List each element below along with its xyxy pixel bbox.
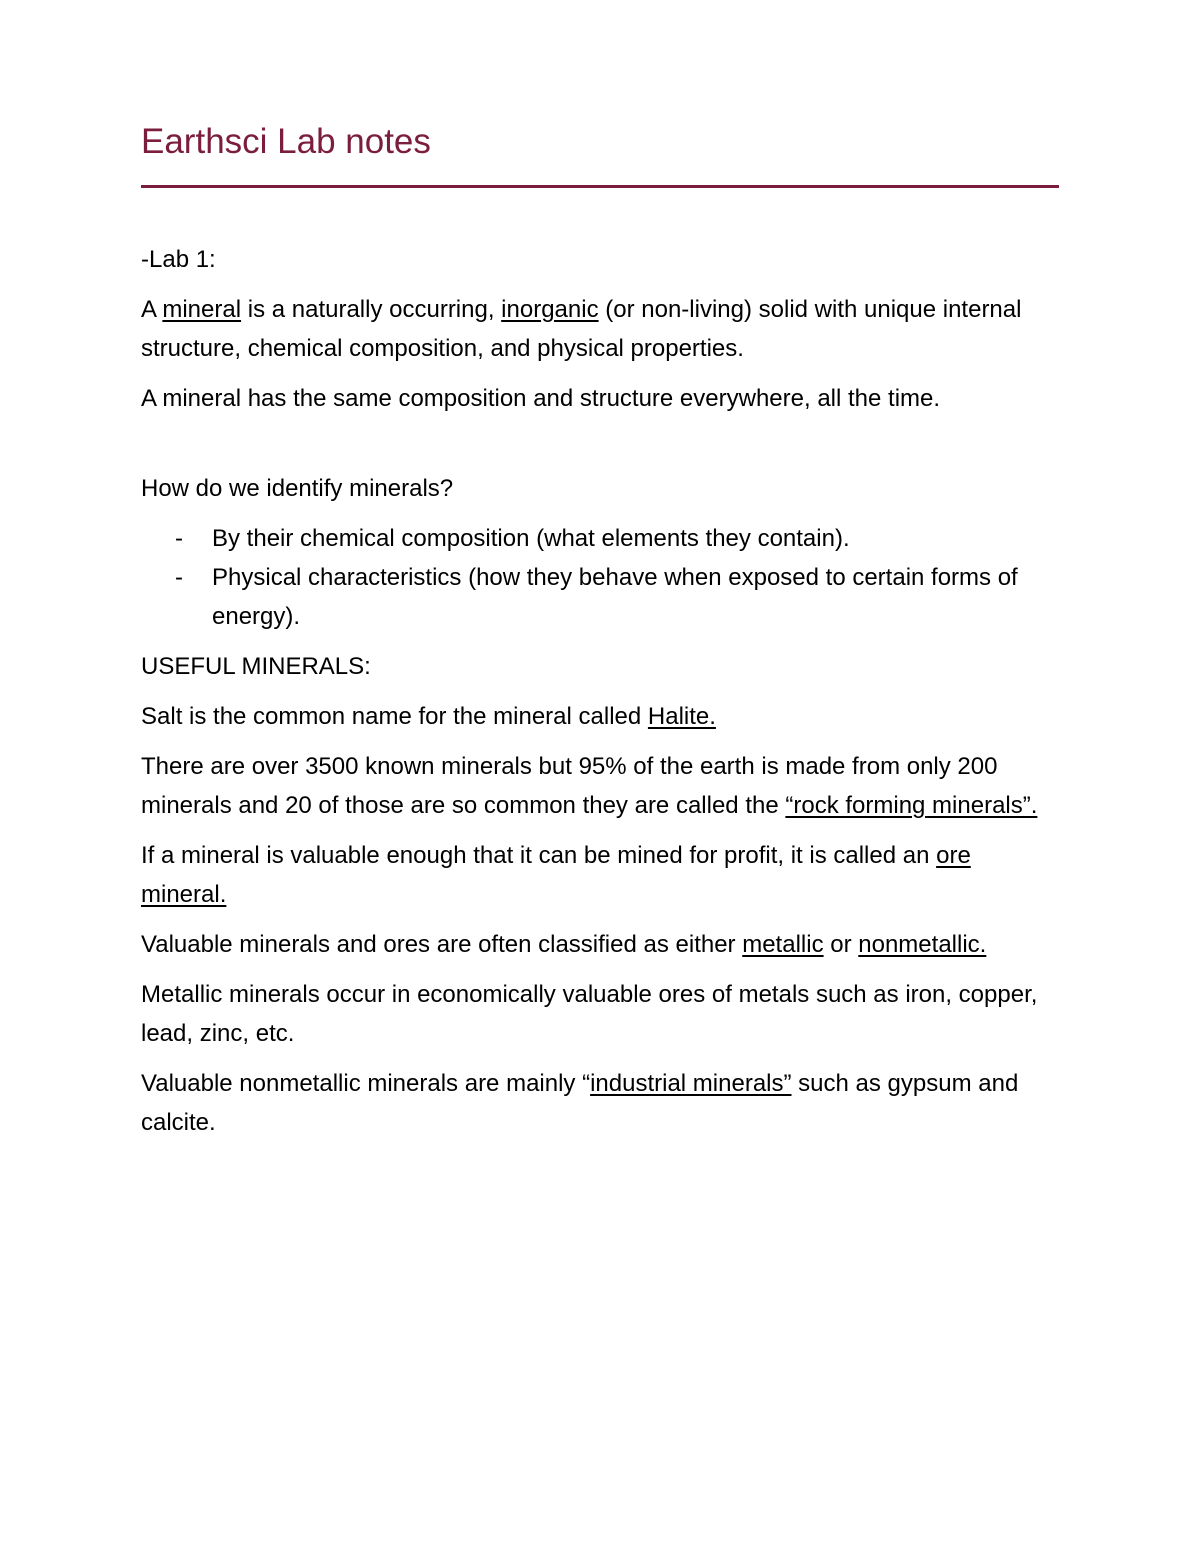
- paragraph-known-minerals: There are over 3500 known minerals but 95% of the earth is made from only 200 minerals and 20 of those are so common they are called the “rock forming minerals”.: [141, 753, 1038, 819]
- spacer: [141, 429, 1061, 469]
- paragraph-composition: A mineral has the same composition and structure everywhere, all the time.: [141, 385, 941, 412]
- page-title: Earthsci Lab notes: [141, 122, 431, 161]
- paragraph-metallic: Metallic minerals occur in economically valuable ores of metals such as iron, copper, lead, zinc, etc.: [141, 981, 1038, 1047]
- paragraph-mineral-definition: A mineral is a naturally occurring, inorganic (or non-living) solid with unique internal structure, chemical composition, and physical properties.: [141, 296, 1022, 362]
- paragraph-classification: Valuable minerals and ores are often classified as either metallic or nonmetallic.: [141, 931, 987, 958]
- useful-minerals-heading: USEFUL MINERALS:: [141, 653, 371, 680]
- title-divider: [141, 185, 1059, 188]
- list-item: - Physical characteristics (how they behave when exposed to certain forms of energy).: [141, 558, 1061, 636]
- paragraph-ore-mineral: If a mineral is valuable enough that it can be mined for profit, it is called an ore mineral.: [141, 842, 971, 908]
- term-inorganic: inorganic: [501, 296, 599, 323]
- list-item: - By their chemical composition (what elements they contain).: [141, 519, 1061, 558]
- document-body: [141, 240, 1061, 1153]
- identify-list: [141, 519, 1061, 636]
- term-mineral: mineral: [162, 296, 242, 323]
- dash-bullet: -: [175, 564, 183, 591]
- term-ore-mineral: ore mineral.: [141, 842, 971, 908]
- paragraph-nonmetallic: Valuable nonmetallic minerals are mainly “industrial minerals” such as gypsum and calcite.: [141, 1070, 1019, 1136]
- term-nonmetallic: nonmetallic.: [858, 931, 987, 958]
- term-industrial-minerals: industrial minerals”: [590, 1070, 792, 1097]
- term-halite: Halite.: [647, 703, 716, 730]
- term-metallic: metallic: [742, 931, 824, 958]
- dash-bullet: -: [175, 525, 183, 552]
- lab-heading: -Lab 1:: [141, 246, 216, 273]
- paragraph-halite: Salt is the common name for the mineral called Halite.: [141, 703, 716, 730]
- term-rock-forming-minerals: “rock forming minerals”.: [785, 792, 1038, 819]
- question-identify: How do we identify minerals?: [141, 475, 454, 502]
